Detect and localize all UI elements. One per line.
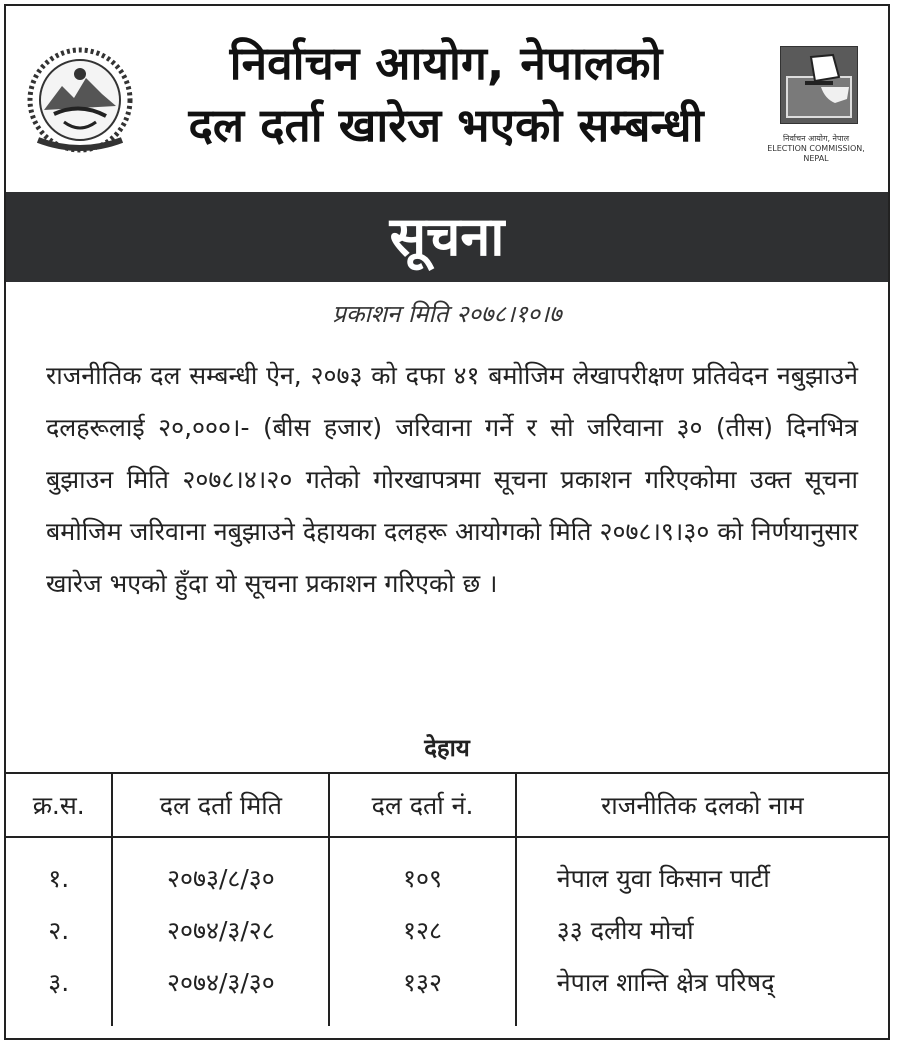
- cell-serial: ३.: [48, 968, 70, 997]
- dissolved-parties-table: [6, 772, 888, 1026]
- notice-frame: [4, 4, 890, 1040]
- cell-registration-date: २०७४/३/३०: [112, 956, 329, 1026]
- notice-title-line-1: निर्वाचन आयोग, नेपालको: [229, 36, 663, 90]
- notice-title-block: [146, 32, 746, 156]
- cell-party-name: नेपाल युवा किसान पार्टी: [516, 837, 888, 904]
- table-row: [6, 956, 888, 1026]
- notice-body: राजनीतिक दल सम्बन्धी ऐन, २०७३ को दफा ४१ बमोजिम लेखापरीक्षण प्रतिवेदन नबुझाउने दलहरूलाई २०,०००।- (बीस हजार) जरिवाना गर्ने र सो जरिवाना ३० (तीस) दिनभित्र बुझाउन मिति २०७८।४।२० गतेको गोरखापत्रमा सूचना प्रकाशन गरिएकोमा उक्त सूचना बमोजिम जरिवाना नबुझाउने देहायका दलहरू आयोगको मिति २०७८।९।३० को निर्णयानुसार खारेज भएको हुँदा यो सूचना प्रकाशन गरिएको छ ।: [46, 361, 858, 598]
- election-commission-caption: [754, 134, 878, 164]
- header-registration-date: दल दर्ता मिति: [112, 773, 329, 837]
- nepal-government-emblem-icon: [24, 44, 136, 156]
- cell-registration-date: २०७३/८/३०: [112, 837, 329, 904]
- cell-registration-number: १३२: [329, 956, 515, 1026]
- table-header-row: [6, 773, 888, 837]
- ec-caption-nepali: निर्वाचन आयोग, नेपाल: [782, 134, 850, 143]
- header-party-name: राजनीतिक दलको नाम: [516, 773, 888, 837]
- schedule-heading: देहाय: [424, 734, 470, 762]
- cell-serial: १.: [48, 864, 70, 893]
- cell-registration-number: १०९: [329, 837, 515, 904]
- cell-party-name: नेपाल शान्ति क्षेत्र परिषद्: [516, 956, 888, 1026]
- header-registration-number: दल दर्ता नं.: [329, 773, 515, 837]
- ballot-box-hand-icon: [780, 46, 858, 124]
- table-row: [6, 837, 888, 904]
- ec-caption-english: ELECTION COMMISSION, NEPAL: [767, 144, 865, 163]
- cell-registration-number: १२८: [329, 904, 515, 956]
- notice-banner: सूचना: [6, 192, 888, 282]
- notice-title-line-2: दल दर्ता खारेज भएको सम्बन्धी: [188, 98, 704, 152]
- notice-header: [6, 6, 888, 192]
- table-row: [6, 904, 888, 956]
- cell-serial: २.: [48, 916, 70, 945]
- cell-party-name: ३३ दलीय मोर्चा: [516, 904, 888, 956]
- cell-registration-date: २०७४/३/२८: [112, 904, 329, 956]
- election-commission-logo: [754, 46, 878, 166]
- header-serial: क्र.स.: [6, 773, 112, 837]
- publication-date: प्रकाशन मिति २०७८।१०।७: [332, 300, 562, 328]
